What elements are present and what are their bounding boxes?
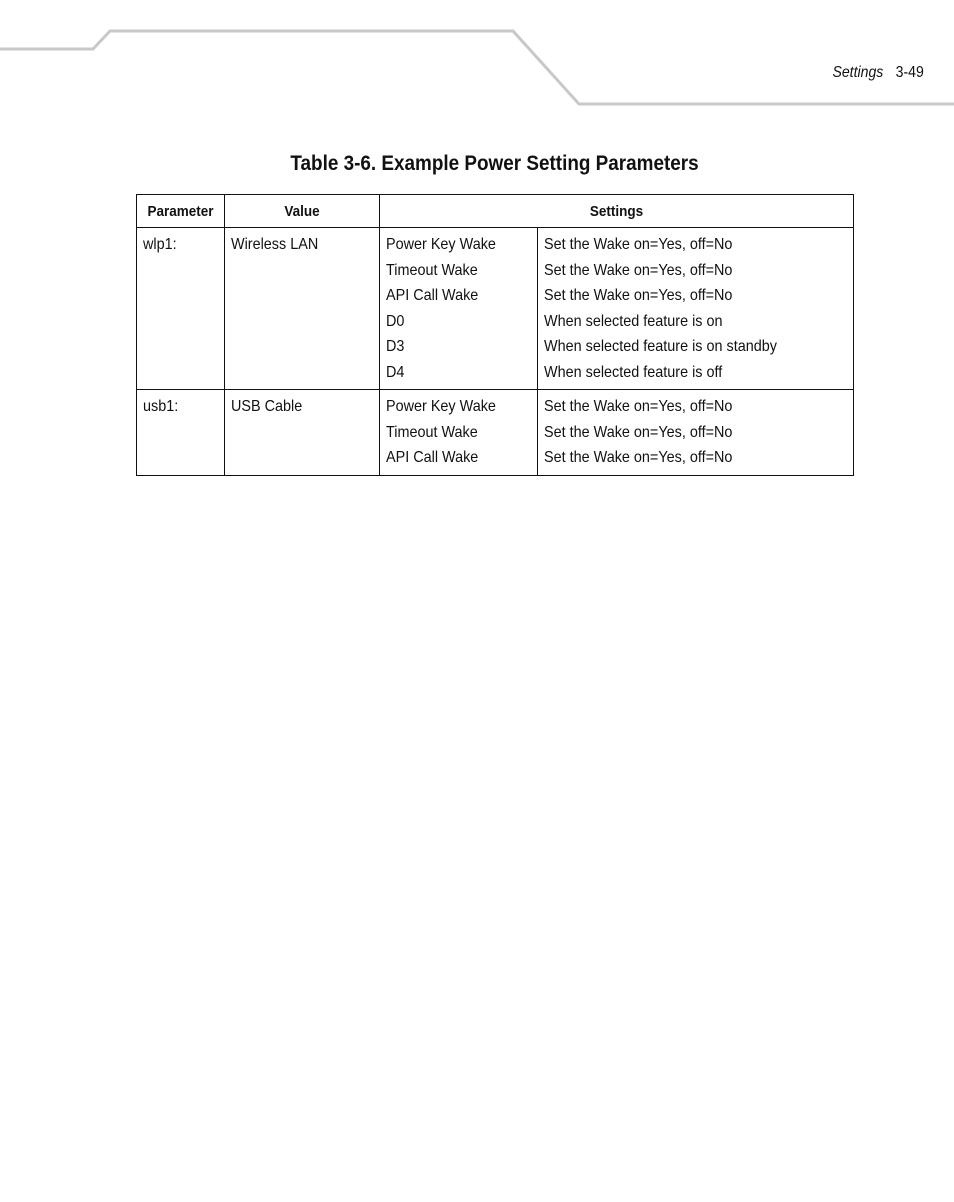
setting-description: Set the Wake on=Yes, off=No — [544, 261, 733, 279]
header-rule-decoration — [0, 0, 954, 120]
setting-name: API Call Wake — [386, 287, 479, 304]
section-name: Settings — [832, 64, 884, 81]
setting-description: When selected feature is on — [544, 312, 723, 330]
setting-description: When selected feature is off — [544, 363, 723, 381]
setting-description: Set the Wake on=Yes, off=No — [544, 449, 733, 466]
setting-descriptions-cell — [538, 228, 854, 390]
setting-name: D4 — [386, 363, 405, 381]
value-cell: Wireless LAN — [225, 228, 380, 390]
parameter-cell: wlp1: — [137, 228, 225, 390]
setting-name: Power Key Wake — [386, 398, 496, 415]
table-title: Table 3-6. Example Power Setting Parameters — [290, 152, 699, 175]
column-header-value: Value — [225, 195, 380, 228]
setting-description: Set the Wake on=Yes, off=No — [544, 423, 733, 441]
setting-name: D0 — [386, 312, 405, 330]
column-header-parameter: Parameter — [137, 195, 225, 228]
value-cell: USB Cable — [225, 390, 380, 476]
setting-descriptions-cell — [538, 390, 854, 476]
table-header-row — [137, 195, 854, 228]
column-header-settings: Settings — [380, 195, 854, 228]
setting-name: Timeout Wake — [386, 261, 478, 279]
setting-name: D3 — [386, 338, 405, 355]
setting-description: Set the Wake on=Yes, off=No — [544, 398, 733, 415]
setting-name: Power Key Wake — [386, 236, 496, 253]
setting-name: API Call Wake — [386, 449, 479, 466]
setting-names-cell — [380, 228, 538, 390]
setting-description: Set the Wake on=Yes, off=No — [544, 287, 733, 304]
setting-description: Set the Wake on=Yes, off=No — [544, 236, 733, 253]
running-head — [833, 64, 924, 82]
setting-names-cell — [380, 390, 538, 476]
page-number: 3-49 — [895, 64, 924, 81]
parameter-cell: usb1: — [137, 390, 225, 476]
power-settings-table — [136, 194, 854, 476]
table-row — [137, 390, 854, 476]
setting-description: When selected feature is on standby — [544, 338, 777, 355]
setting-name: Timeout Wake — [386, 423, 478, 441]
table-row — [137, 228, 854, 390]
